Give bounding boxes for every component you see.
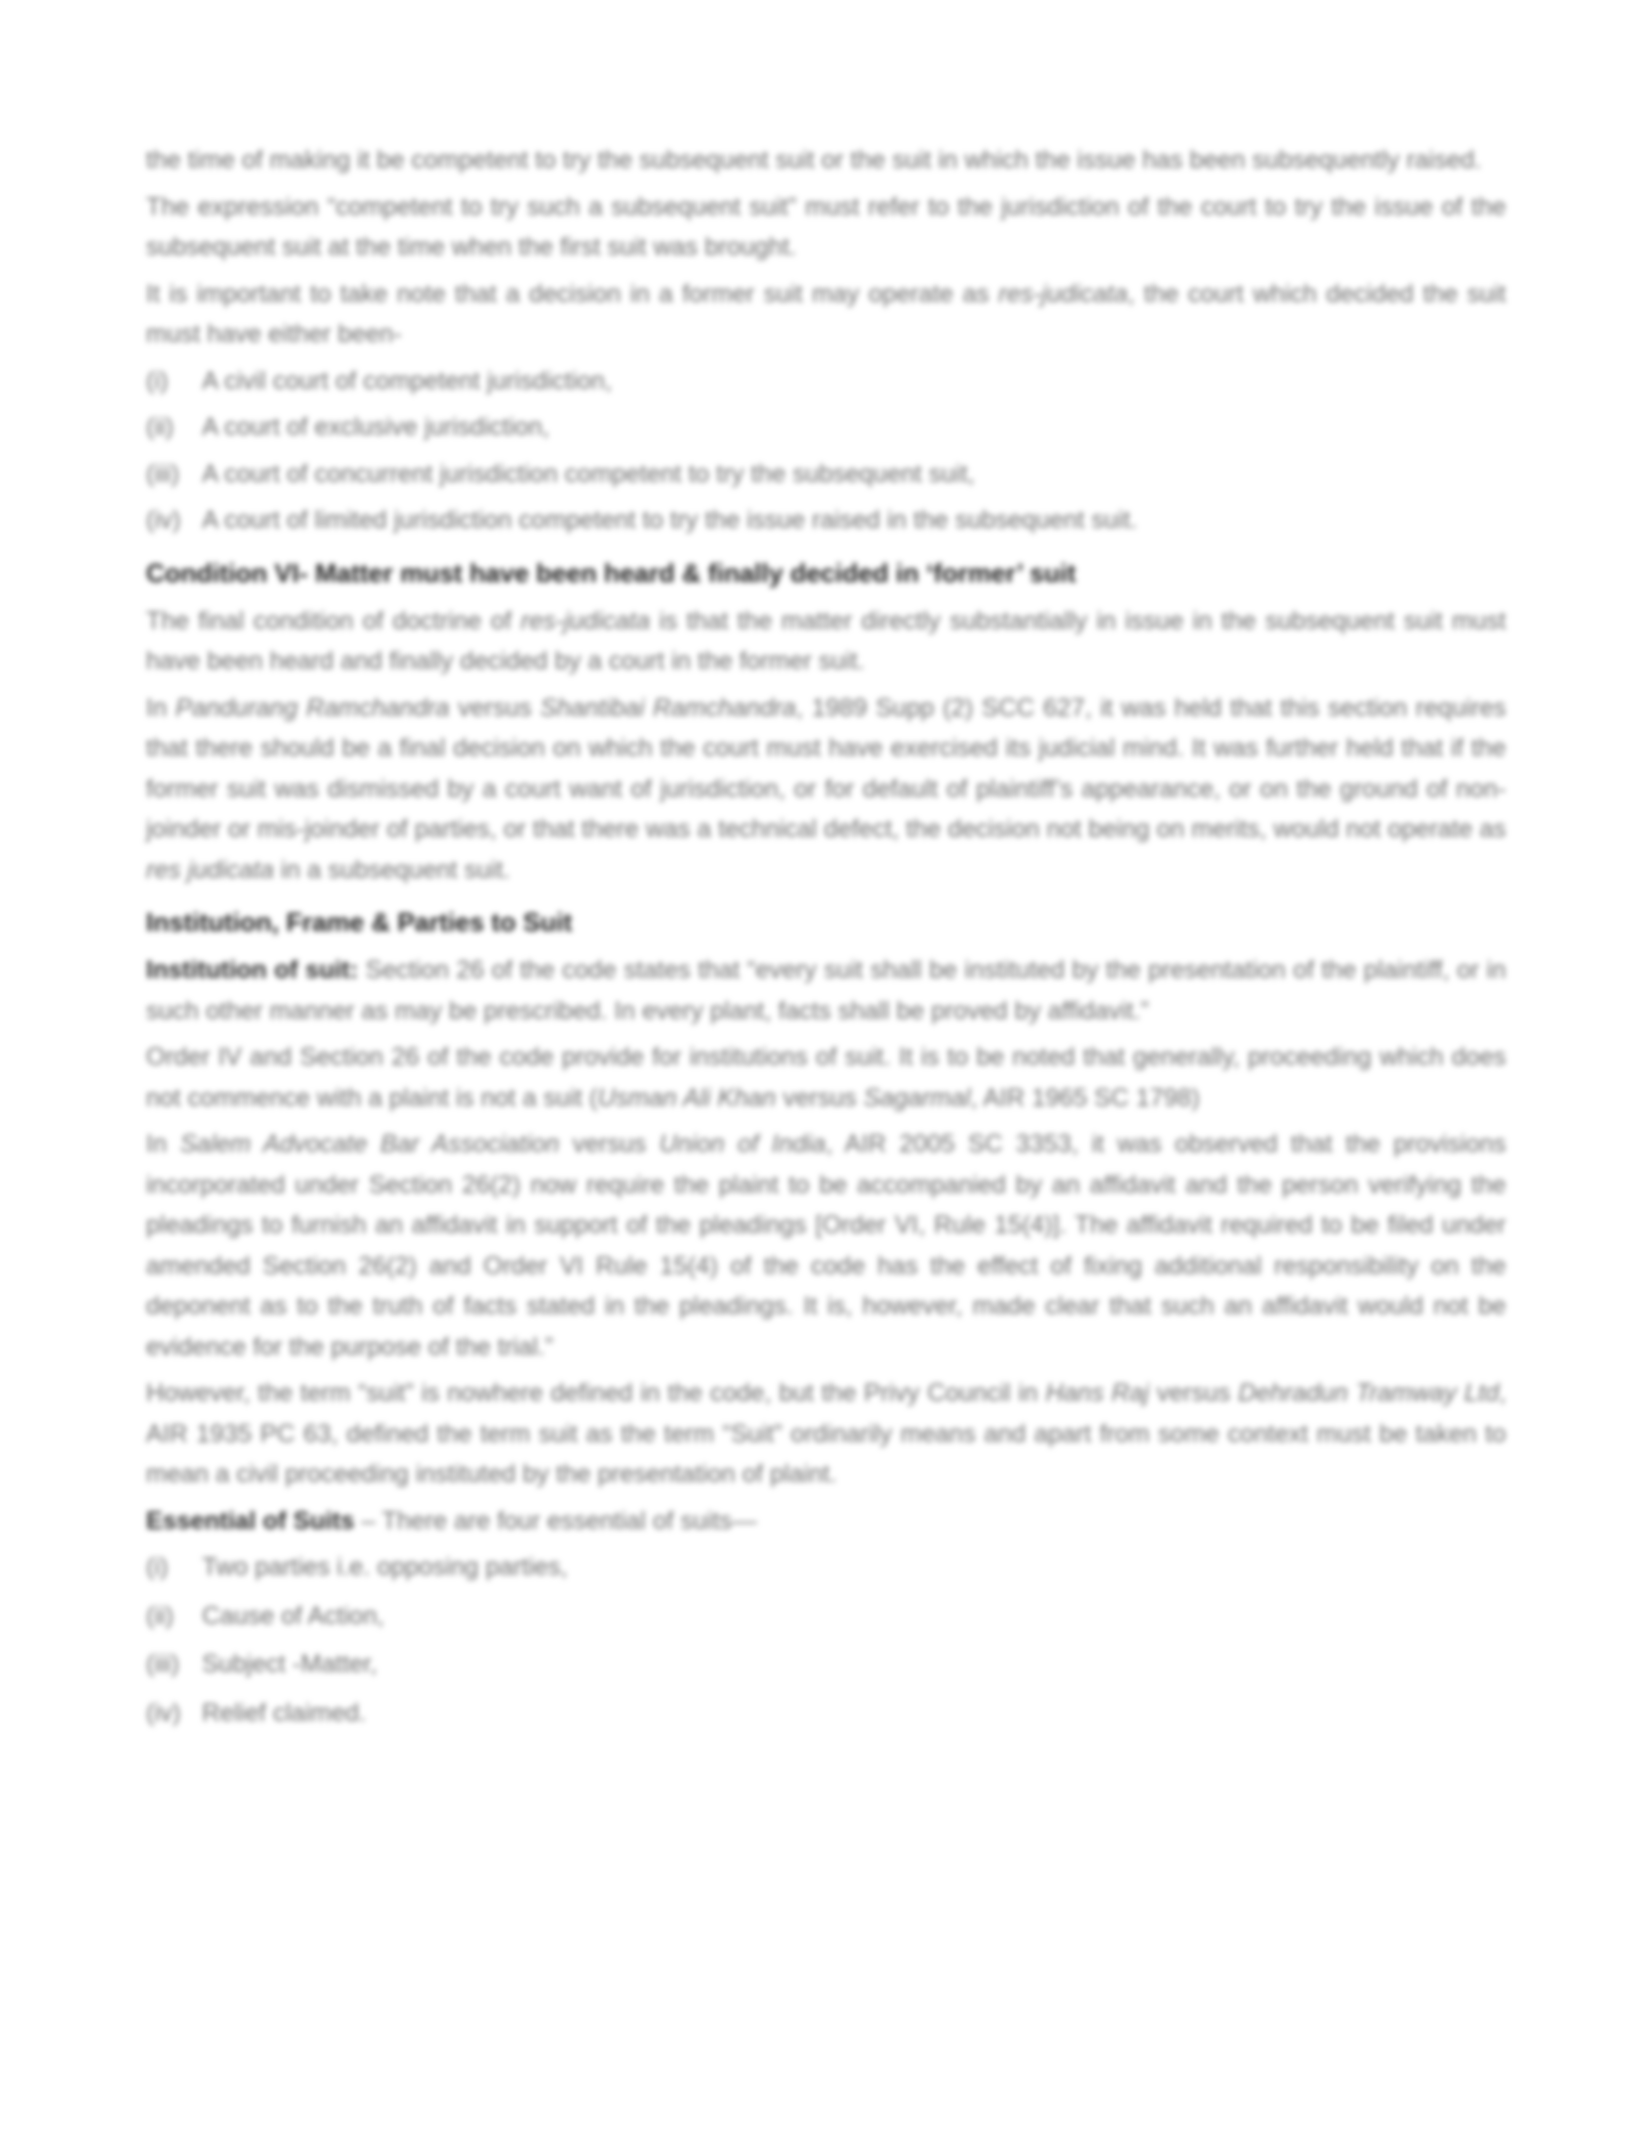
section-heading: Condition VI- Matter must have been heard & finally decided in ‘former’ suit — [146, 557, 1076, 588]
paragraph: The final condition of doctrine of res-judicata is that the matter directly substantially in issue in the subsequent suit must have been heard and finally decided by a court in the former suit. — [146, 606, 1507, 675]
paragraph: However, the term “suit” is nowhere defined in the code, but the Privy Council in Hans Raj versus Dehradun Tramway Ltd, AIR 1935 PC 63, defined the term suit as the term “Suit” ordinarily means and apart from some context must be taken to mean a civil proceeding instituted by the presentation of plaint. — [146, 1379, 1506, 1488]
list-item: (i) Two parties i.e. opposing parties, — [146, 1553, 568, 1581]
paragraph: It is important to take note that a decision in a former suit may operate as res-judicata, the court which decided the suit must have either been- — [146, 279, 1506, 348]
paragraph: the time of making it be competent to try the subsequent suit or the suit in which the issue has been subsequently raised. — [146, 146, 1482, 174]
document-page — [146, 140, 1506, 1741]
paragraph: In Pandurang Ramchandra versus Shantibai Ramchandra, 1989 Supp (2) SCC 627, it was held that this section requires that there should be a final decision on which the court must have exercised its judicial mind. It was further held that if the former suit was dismissed by a court want of jurisdiction, or for default of plaintiff’s appearance, or on the ground of non-joinder or mis-joinder of parties, or that there was a technical defect, the decision not being on merits, would not operate as res judicata in a subsequent suit. — [146, 693, 1507, 884]
list-item: (ii) A court of exclusive jurisdiction, — [146, 413, 550, 441]
list-item: (iv) Relief claimed. — [146, 1698, 366, 1727]
list-item: (iii) A court of concurrent jurisdiction competent to try the subsequent suit, — [146, 459, 975, 488]
list-item: (ii) Cause of Action, — [146, 1601, 385, 1630]
paragraph: Essential of Suits – There are four essential of suits— — [146, 1506, 757, 1535]
paragraph: Institution of suit: Section 26 of the code states that “every suit shall be instituted by the presentation of the plaintiff, or in such other manner as may be prescribed. In every plant, facts shall be proved by affidavit.” — [146, 956, 1506, 1025]
list-item: (i) A civil court of competent jurisdiction, — [146, 366, 612, 395]
paragraph: The expression “competent to try such a subsequent suit” must refer to the jurisdiction of the court to try the issue of the subsequent suit at the time when the first suit was brought. — [146, 192, 1506, 261]
paragraph: Order IV and Section 26 of the code provide for institutions of suit. It is to be noted that generally, proceeding which does not commence with a plaint is not a suit (Usman Ali Khan versus Sagarmal, AIR 1965 SC 1798) — [146, 1043, 1506, 1112]
section-heading: Institution, Frame & Parties to Suit — [146, 907, 573, 937]
paragraph: In Salem Advocate Bar Association versus Union of India, AIR 2005 SC 3353, it was observed that the provisions incorporated under Section 26(2) now require the plaint to be accompanied by an affidavit and the person verifying the pleadings to furnish an affidavit in support of the pleadings [Order VI, Rule 15(4)]. The affidavit required to be filed under amended Section 26(2) and Order VI Rule 15(4) of the code has the effect of fixing additional responsibility on the deponent as to the truth of facts stated in the pleadings. It is, however, made clear that such an affidavit would not be evidence for the purpose of the trial.” — [146, 1130, 1506, 1361]
list-item: (iii) Subject -Matter, — [146, 1650, 378, 1678]
list-item: (iv) A court of limited jurisdiction competent to try the issue raised in the subsequent suit. — [146, 506, 1138, 534]
